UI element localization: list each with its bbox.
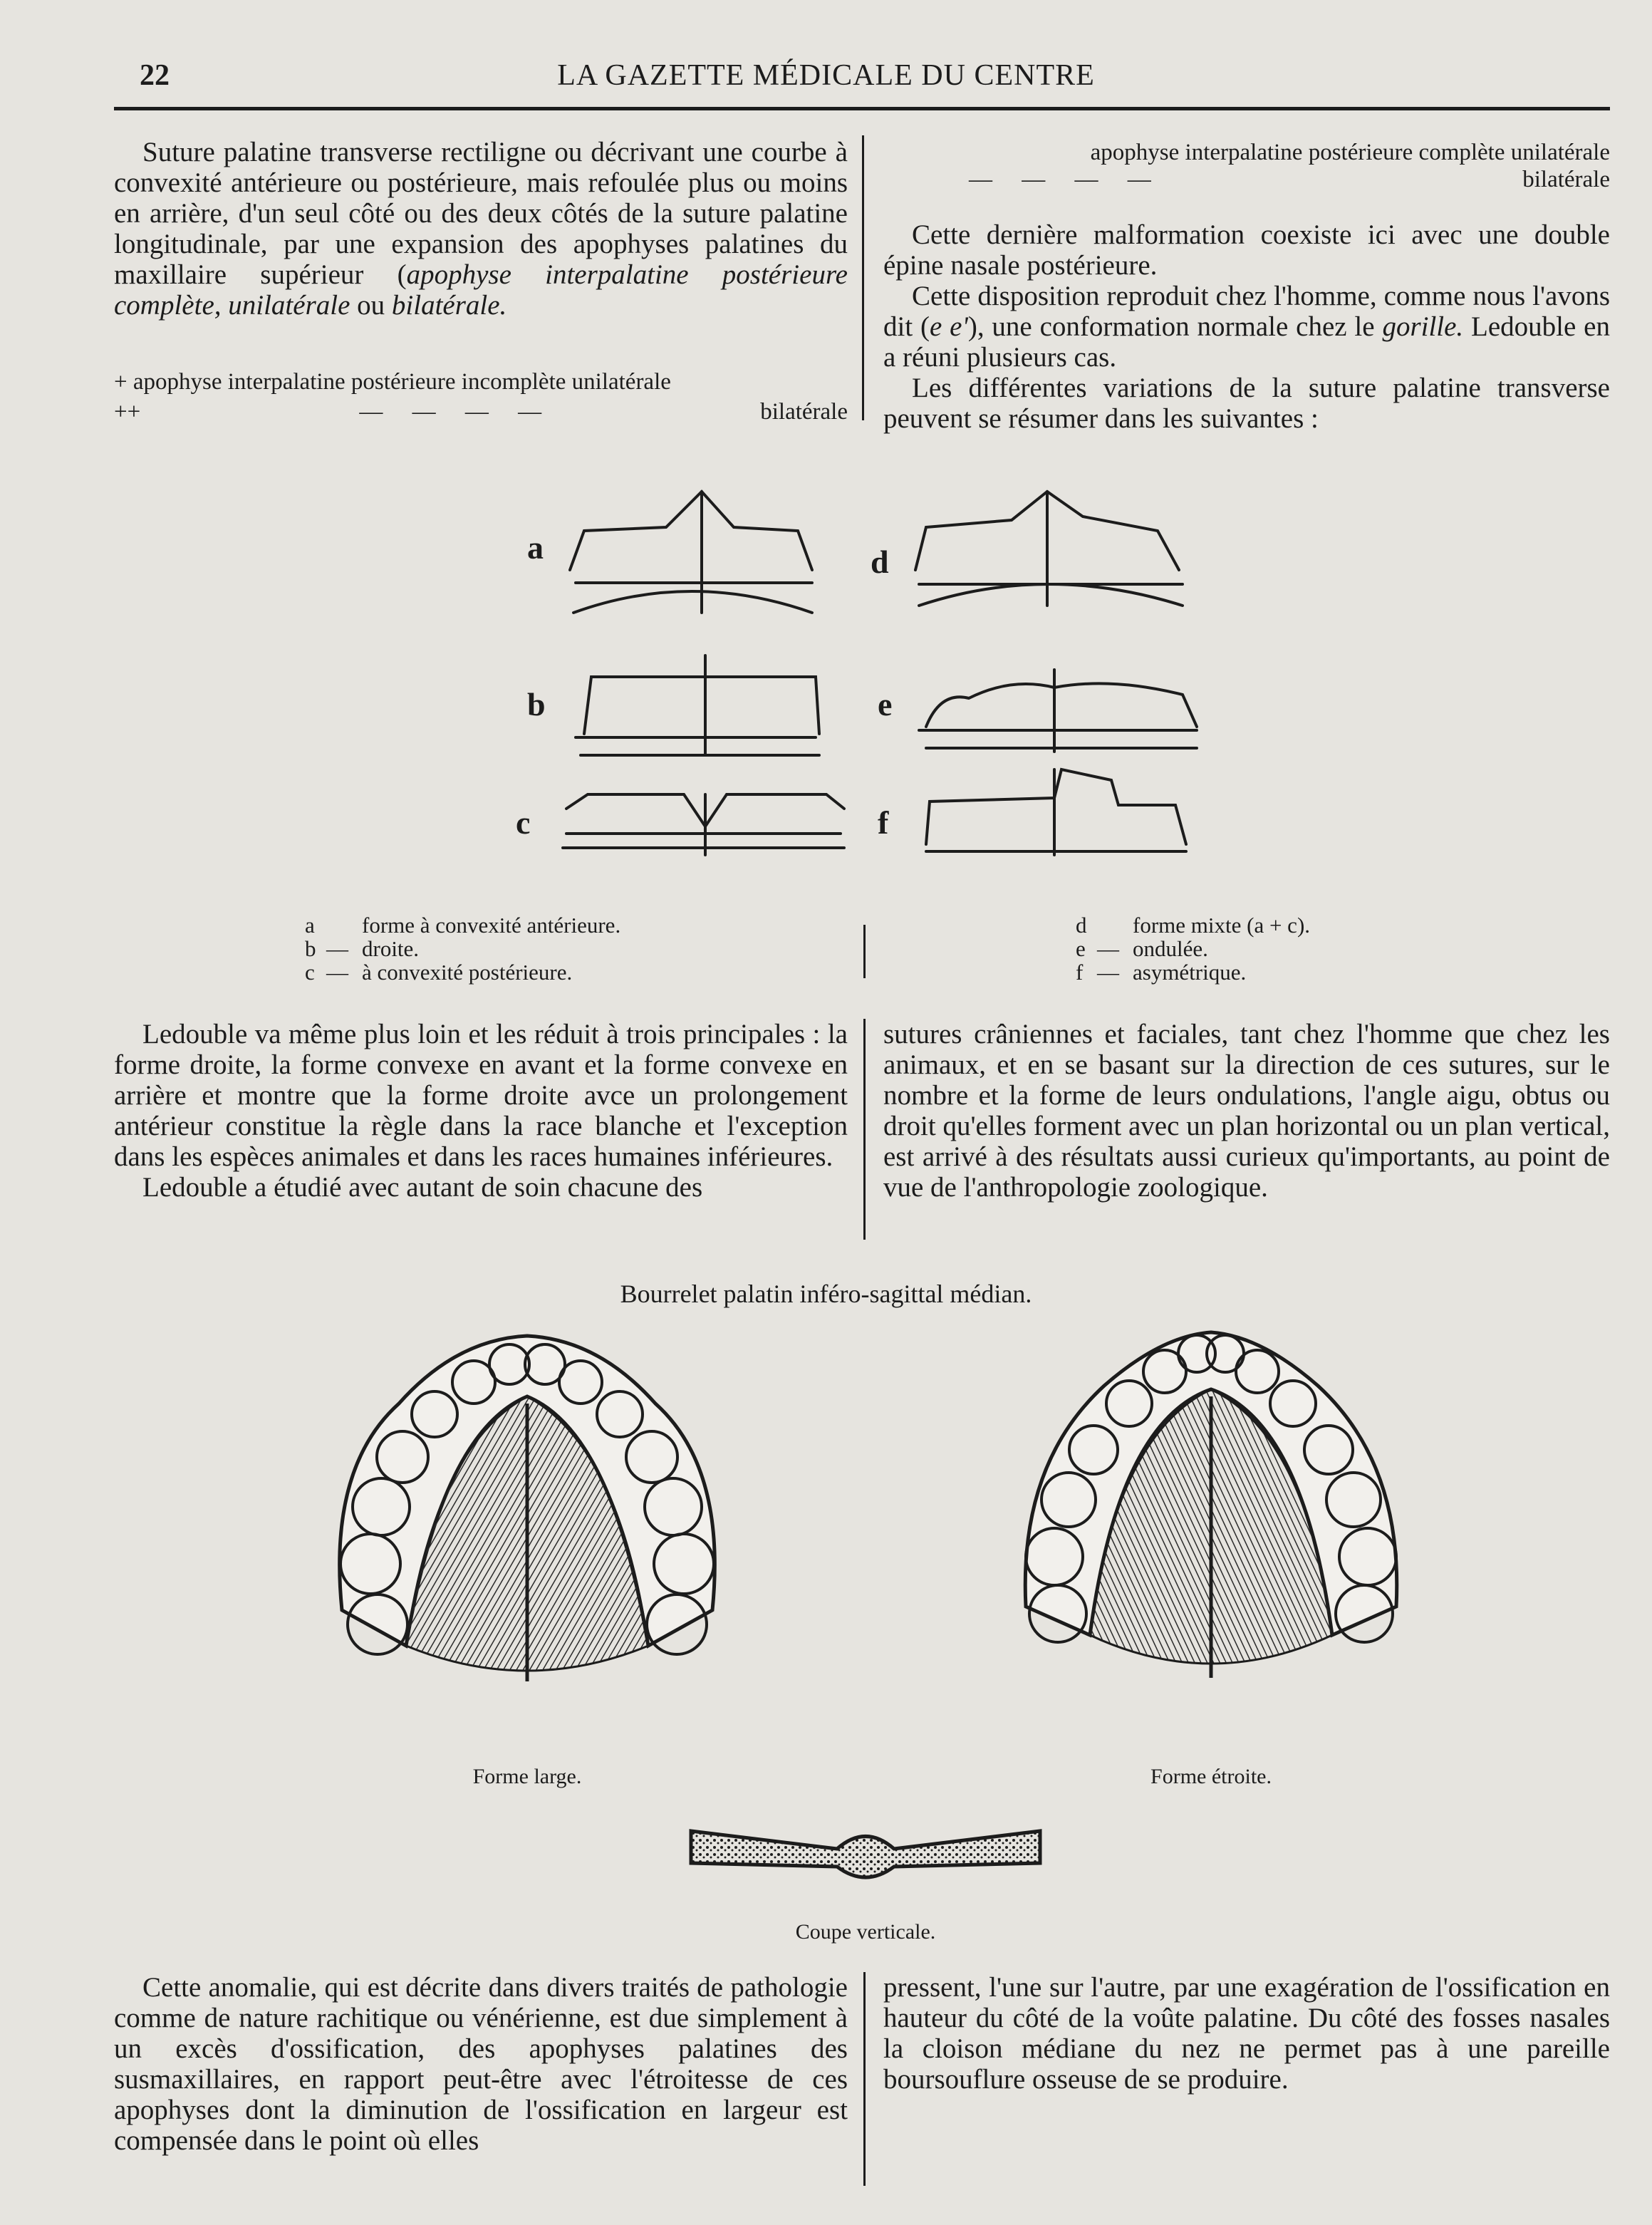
paragraph: Ledouble va même plus loin et les réduit à trois principales : la forme droite, la forme convexe en avant et la forme convexe en arrière et montre que la forme droite avce un prolongement antérieur constitue la règle dans la race blanche et l'exception dans les espèces animales et dans les races humaines inférieures. (114, 1019, 848, 1172)
suture-c (563, 794, 844, 848)
suture-f (926, 769, 1186, 851)
figure-letter-e: e (878, 686, 893, 722)
caption-line: d forme mixte (a + c). (1076, 913, 1311, 938)
suture-captions-left (305, 913, 675, 984)
suture-a (570, 492, 812, 613)
legend-line: apophyse interpalatine postérieure complète unilatérale (1090, 140, 1610, 165)
column-divider (863, 1972, 866, 2186)
caption-line: c — à convexité postérieure. (305, 960, 573, 985)
caption-line: b — droite. (305, 936, 420, 961)
paragraph: Ledouble a étudié avec autant de soin chacune des (142, 1172, 703, 1203)
paragraph: Suture palatine transverse rectiligne ou décrivant une courbe à convexité antérieure ou postérieure, mais refoulée plus ou moins en arrière, d'un seul côté ou des deux côtés de la suture palatine longitudinale, par une expansion des apophyses palatines du maxillaire supérieur (apophyse interpalatine postérieure complète, unilatérale ou bilatérale. (114, 137, 848, 321)
figure-letter-f: f (878, 804, 889, 841)
figure-letter-b: b (527, 686, 546, 722)
caption-line: f — asymétrique. (1076, 960, 1247, 985)
page-number: 22 (140, 59, 170, 92)
legend-line: — — — — bilatérale (969, 167, 1610, 192)
caption-section: Coupe verticale. (795, 1920, 936, 1944)
figure-letter-c: c (516, 804, 531, 841)
palate-narrow-drawing (997, 1322, 1439, 1749)
section-bone (691, 1831, 1040, 1877)
suture-b (576, 677, 819, 755)
palate-wide-drawing (313, 1325, 755, 1746)
paragraph: Cette disposition reproduit chez l'homme, comme nous l'avons dit (e e'), une conformation normale chez le gorille. Ledouble en a réuni plusieurs cas. (883, 281, 1610, 373)
caption-line: a forme à convexité antérieure. (305, 913, 621, 938)
middle-left-text (114, 1019, 848, 1203)
suture-captions-right (1076, 913, 1446, 984)
paragraph: Cette dernière malformation coexiste ici avec une double épine nasale postérieure. (883, 219, 1610, 281)
running-title: LA GAZETTE MÉDICALE DU CENTRE (557, 59, 1095, 92)
section-drawing (684, 1824, 1047, 1888)
middle-right-text (883, 1019, 1610, 1203)
paragraph: Cette anomalie, qui est décrite dans divers traités de pathologie comme de nature rachitique ou vénérienne, est due simplement à un excès d'ossification, des apophyses palatines des susmaxillaires, en rapport peut-être avec l'étroitesse de ces apophyses dont la diminution de l'ossification en largeur est compensée dans le point où elles (114, 1972, 848, 2156)
suture-d (915, 492, 1183, 606)
figure-letter-a: a (527, 529, 544, 566)
caption-wide: Forme large. (472, 1765, 582, 1788)
column-divider (863, 1019, 866, 1240)
figure-heading: Bourrelet palatin inféro-sagittal médian. (620, 1280, 1032, 1308)
caption-line: e — ondulée. (1076, 936, 1208, 961)
paragraph: sutures crâniennes et faciales, tant chez l'homme que chez les animaux, et en se basant sur la direction de ces sutures, sur le nombre et la forme de leurs ondulations, l'angle aigu, obtus ou droit qu'elles forment avec un plan horizontal ou un plan vertical, est arrivé à des résultats aussi curieux qu'importants, au point de vue de l'anthropologie zoologique. (883, 1019, 1610, 1203)
legend-line: ++ — — — — bilatérale (114, 399, 848, 425)
paragraph: Les différentes variations de la suture palatine transverse peuvent se résumer dans les suivantes : (883, 373, 1610, 434)
legend-line: + apophyse interpalatine postérieure incomplète unilatérale (114, 369, 671, 395)
paragraph: pressent, l'une sur l'autre, par une exagération de l'ossification en hauteur du côté de la voûte palatine. Du côté des fosses nasales la cloison médiane du nez ne permet pas à une pareille boursouflure osseuse de se produire. (883, 1972, 1610, 2095)
bottom-right-text (883, 1972, 1610, 2095)
caption-narrow: Forme étroite. (1150, 1765, 1272, 1788)
figure-letter-d: d (871, 544, 889, 580)
bottom-left-text (114, 1972, 848, 2156)
suture-e (919, 683, 1197, 748)
caption-divider (863, 925, 866, 978)
